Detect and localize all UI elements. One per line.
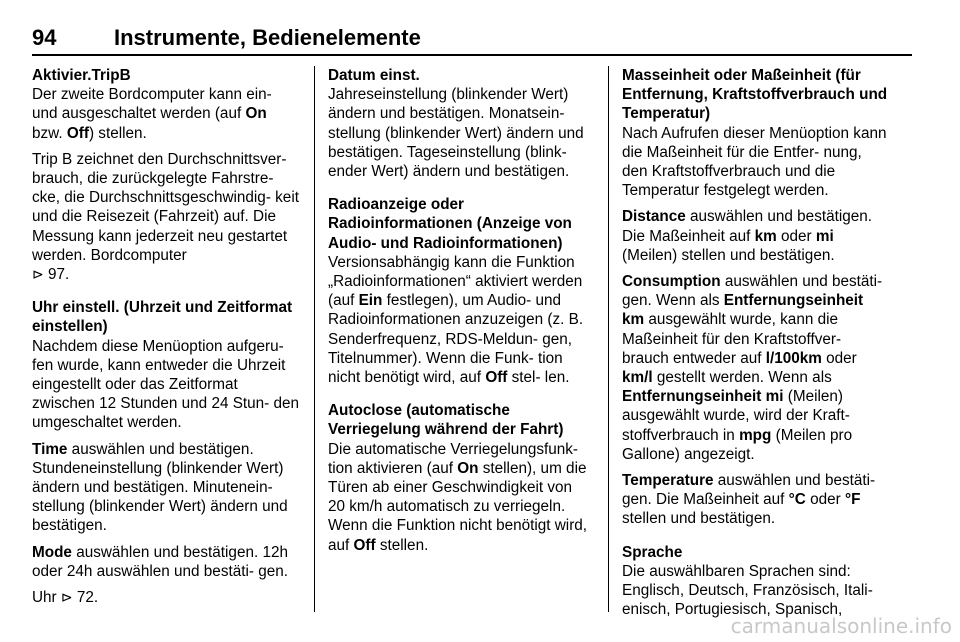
section-heading-autoclose: Autoclose (automatische Verriegelung während der Fahrt) [328, 402, 564, 439]
section-heading-date: Datum einst. [328, 67, 420, 84]
page-number: 94 [32, 25, 57, 50]
page-header [32, 18, 912, 56]
header-rule [32, 54, 912, 56]
paragraph-tripb-1: Der zweite Bordcomputer kann ein- und ausgeschaltet werden (auf On bzw. Off) stellen. [32, 86, 272, 142]
paragraph-autoclose-1: Die automatische Verriegelungsfunk- tion aktivieren (auf On stellen), um die Türen ab einer Geschwindigkeit von 20 km/h automatisch zu verriegeln. Wenn die Funktion nicht benötigt wird, auf Off stellen. [328, 440, 588, 554]
paragraph-units-2: Distance auswählen und bestätigen. Die Maßeinheit auf km oder mi (Meilen) stellen und bestätigen. [622, 208, 873, 264]
section-heading-language: Sprache [622, 543, 683, 561]
paragraph-radio-1: Versionsabhängig kann die Funktion „Radioinformationen“ aktiviert werden (auf Ein festlegen), um Audio- und Radioinformationen anzuzeigen (z. B. Senderfrequenz, RDS-Meldun- gen, Titelnummer). Wenn die Funk- tion nicht benötigt wird, auf Off stel- len. [328, 253, 584, 387]
paragraph-clock-3: Mode auswählen und bestätigen. 12h oder 24h auswählen und bestäti- gen. [32, 543, 288, 580]
section-heading-radio: Radioanzeige oder Radioinformationen (Anzeige von Audio- und Radioinformationen) [328, 196, 572, 252]
section-heading-tripb: Aktivier.TripB [32, 67, 131, 84]
page-ref-arrow-icon: ⊳ [32, 266, 44, 283]
paragraph-clock-1: Nachdem diese Menüoption aufgeru- fen wurde, kann entweder die Uhrzeit eingestellt oder das Zeitformat zwischen 12 Stunden und 24 Stun- den umgeschaltet werden. [32, 337, 300, 432]
column-divider-1 [314, 66, 315, 612]
paragraph-date-1: Jahreseinstellung (blinkender Wert) ändern und bestätigen. Monatsein- stellung (blinkender Wert) ändern und bestätigen. Tageseinstellung (blink- ender Wert) ändern und bestätigen. [328, 86, 584, 181]
section-heading-units: Masseinheit oder Maßeinheit (für Entfernung, Kraftstoffverbrauch und Temperatur) [622, 67, 888, 123]
watermark: carmanualsonline.info [730, 614, 952, 638]
paragraph-clock-2: Time auswählen und bestätigen. Stundeneinstellung (blinkender Wert) ändern und bestätigen. Minutenein- stellung (blinkender Wert) ändern und bestätigen. [32, 440, 288, 535]
paragraph-language-1: Die auswählbaren Sprachen sind: Englisch, Deutsch, Französisch, Itali- enisch, Portugiesisch, Spanisch, [622, 562, 873, 619]
page-title: Instrumente, Bedienelemente [114, 25, 421, 50]
page-ref-arrow-icon: ⊳ [60, 589, 73, 606]
paragraph-units-4: Temperature auswählen und bestäti- gen. Die Maßeinheit auf °C oder °F stellen und bestätigen. [622, 472, 876, 528]
column-divider-2 [608, 66, 609, 612]
paragraph-units-1: Nach Aufrufen dieser Menüoption kann die Maßeinheit für die Entfer- nung, den Kraftstoffverbrauch und die Temperatur festgelegt werden. [622, 124, 887, 200]
column-3 [622, 66, 888, 626]
column-1 [32, 66, 300, 614]
paragraph-clock-4: Uhr ⊳ 72. [32, 589, 99, 607]
paragraph-tripb-2: Trip B zeichnet den Durchschnittsver- brauch, die zurückgelegte Fahrstre- cke, die Durchschnittsgeschwindig- keit und die Reisezeit (Fahrzeit) auf. Die Messung kann jederzeit neu gestartet werden. Bordcomputer ⊳ 97. [32, 150, 299, 284]
paragraph-units-3: Consumption auswählen und bestäti- gen. Wenn als Entfernungseinheit km ausgewählt wurde, kann die Maßeinheit für den Kraftstoffver- brauch entweder auf l/100km oder km/l gestellt werden. Wenn als Entfernungseinheit mi (Meilen) ausgewählt wurde, wird der Kraft- stoffverbrauch in mpg (Meilen pro Gallone) angezeigt. [622, 273, 883, 463]
section-heading-clock: Uhr einstell. (Uhrzeit und Zeitformat einstellen) [32, 299, 293, 336]
column-2 [328, 66, 592, 562]
